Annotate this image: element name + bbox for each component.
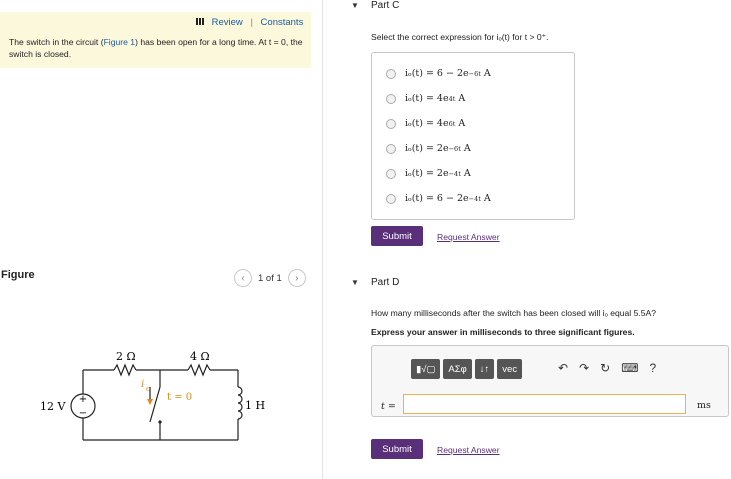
part-d-collapse-icon[interactable]: ▼: [351, 278, 359, 287]
part-d-request-answer-link[interactable]: Request Answer: [437, 445, 500, 455]
part-c-question: Select the correct expression for iₒ(t) for t > 0⁺.: [371, 32, 549, 42]
prev-figure-button[interactable]: ‹: [234, 269, 252, 287]
problem-intro: [0, 12, 311, 68]
resistor-2ohm: [114, 365, 136, 375]
part-d-question: How many milliseconds after the switch has been closed will iₒ equal 5.5A?: [371, 308, 657, 318]
part-c-request-answer-link[interactable]: Request Answer: [437, 232, 500, 242]
inductor: [238, 387, 242, 419]
option-1[interactable]: iₒ(t) = 6 − 2e −6t A: [386, 68, 491, 79]
circuit-diagram: [38, 342, 278, 452]
radio-button[interactable]: [386, 119, 396, 129]
review-icon: [196, 17, 205, 28]
editor-actions: [558, 361, 656, 375]
figure-title: Figure: [1, 269, 35, 281]
header-separator: |: [250, 17, 253, 29]
option-2[interactable]: iₒ(t) = 4e 4t A: [386, 93, 465, 104]
reset-icon[interactable]: ↻: [600, 361, 611, 375]
part-d-instruction: Express your answer in milliseconds to three significant figures.: [371, 327, 635, 337]
answer-variable-label: t =: [381, 401, 396, 412]
current-subscript: o: [146, 385, 151, 393]
vector-button[interactable]: vec: [497, 359, 522, 379]
plus-sign: +: [78, 394, 88, 405]
radio-button[interactable]: [386, 144, 396, 154]
part-c-options: [371, 52, 575, 220]
help-icon[interactable]: ?: [649, 361, 657, 375]
option-5[interactable]: iₒ(t) = 2e −4t A: [386, 168, 471, 179]
inductor-label: 1 H: [245, 399, 266, 412]
current-label: i: [141, 379, 145, 390]
r1-label: 2 Ω: [116, 350, 136, 363]
radio-button[interactable]: [386, 94, 396, 104]
part-d-title[interactable]: Part D: [371, 277, 400, 288]
option-3[interactable]: iₒ(t) = 4e 6t A: [386, 118, 465, 129]
figure-link[interactable]: Figure 1: [103, 37, 136, 47]
redo-icon[interactable]: ↷: [579, 361, 590, 375]
resistor-4ohm: [188, 365, 210, 375]
source-label: 12 V: [40, 400, 66, 413]
part-d-submit-button[interactable]: Submit: [371, 439, 423, 459]
right-pane: [322, 0, 731, 479]
figure-page-count: 1 of 1: [258, 272, 282, 284]
part-c-submit-button[interactable]: Submit: [371, 226, 423, 246]
option-4[interactable]: iₒ(t) = 2e −6t A: [386, 143, 471, 154]
arrows-button[interactable]: ↓↑: [475, 359, 495, 379]
r2-label: 4 Ω: [190, 350, 210, 363]
keyboard-icon[interactable]: ⌨: [621, 361, 639, 375]
part-c-collapse-icon[interactable]: ▼: [351, 1, 359, 10]
radio-button[interactable]: [386, 194, 396, 204]
undo-icon[interactable]: ↶: [558, 361, 569, 375]
minus-sign: −: [78, 408, 88, 419]
option-6[interactable]: iₒ(t) = 6 − 2e −4t A: [386, 193, 491, 204]
next-figure-button[interactable]: ›: [288, 269, 306, 287]
radio-button[interactable]: [386, 69, 396, 79]
math-toolbar: [411, 359, 522, 379]
review-link[interactable]: Review: [211, 17, 243, 29]
answer-editor: [371, 345, 729, 417]
part-c-title[interactable]: Part C: [371, 0, 400, 11]
answer-input[interactable]: [403, 394, 686, 414]
review-constants-bar: [196, 17, 303, 28]
greek-symbols-button[interactable]: ΑΣφ: [443, 359, 471, 379]
radio-button[interactable]: [386, 169, 396, 179]
switch-blade: [150, 387, 160, 422]
constants-link[interactable]: Constants: [260, 17, 304, 29]
left-pane: [0, 0, 320, 479]
switch-label: t = 0: [167, 392, 193, 403]
answer-unit-label: ms: [697, 400, 711, 411]
templates-button[interactable]: ▮√▢: [411, 359, 440, 379]
figure-pager: [234, 269, 306, 287]
problem-statement: The switch in the circuit (Figure 1) has been open for a long time. At t = 0, the switch is closed.: [9, 37, 303, 59]
